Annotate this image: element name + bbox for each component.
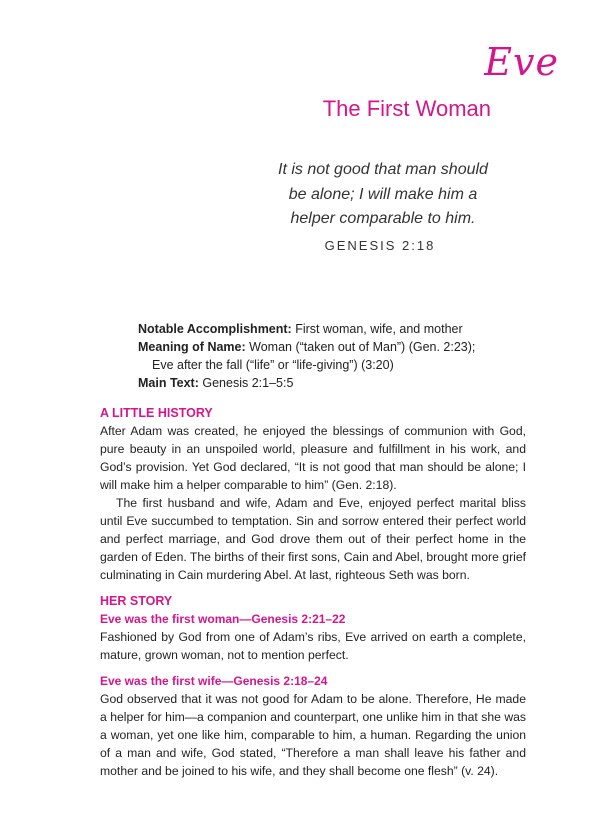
epigraph-line: It is not good that man should [278,161,488,178]
chapter-name: Eve [484,40,559,84]
section-heading-story: HER STORY [100,594,173,608]
fact-accomplishment [138,320,498,338]
fact-value: Genesis 2:1–5:5 [202,376,294,390]
fact-value: First woman, wife, and mother [295,322,463,336]
story-subheading: Eve was the first woman—Genesis 2:21–22 [100,612,346,626]
story-subheading: Eve was the first wife—Genesis 2:18–24 [100,674,328,688]
epigraph-line: helper comparable to him. [290,210,476,227]
story-paragraph: God observed that it was not good for Adam to be alone. Therefore, He made a helper for him—a companion and counterpart, one unlike him in that she was a woman, yet one like him, comparable to him, a human. Regarding the union of a man and wife, God stated, “Therefore a man shall leave his father and mother and be joined to his wife, and they shall become one flesh” (v. 24). [100,692,526,778]
history-paragraph: The first husband and wife, Adam and Eve, enjoyed perfect marital bliss until Eve succumbed to temptation. Sin and sorrow entered their perfect world and perfect marriage, and God drove them out of their perfect home in the garden of Eden. The births of their first sons, Cain and Abel, brought more grief culminating in Cain murdering Abel. At last, righteous Seth was born. [100,496,526,582]
history-paragraph: After Adam was created, he enjoyed the blessings of communion with God, pure beauty in an unspoiled world, pleasure and fulfillment in his work, and God’s provision. Yet God declared, “It is not good that man should be alone; I will make him a helper comparable to him” (Gen. 2:18). [100,424,526,492]
fact-label: Meaning of Name: [138,340,246,354]
chapter-subtitle: The First Woman [322,96,491,121]
epigraph-line: be alone; I will make him a [288,185,478,203]
section-heading-history: A LITTLE HISTORY [100,406,213,420]
story-paragraph: Fashioned by God from one of Adam’s ribs, Eve arrived on earth a complete, mature, grown woman, not to mention perfect. [100,630,526,662]
fact-value: Woman (“taken out of Man”) (Gen. 2:23); Eve after the fall (“life” or “life-giving”) (3:20) [152,340,476,372]
epigraph-quote [240,158,526,232]
fact-label: Main Text: [138,376,199,390]
fact-label: Notable Accomplishment: [138,322,292,336]
fact-name-meaning [138,338,498,374]
epigraph-source: GENESIS 2:18 [324,238,436,253]
facts-list [138,320,498,392]
body-text [100,404,526,780]
fact-main-text [138,374,498,392]
